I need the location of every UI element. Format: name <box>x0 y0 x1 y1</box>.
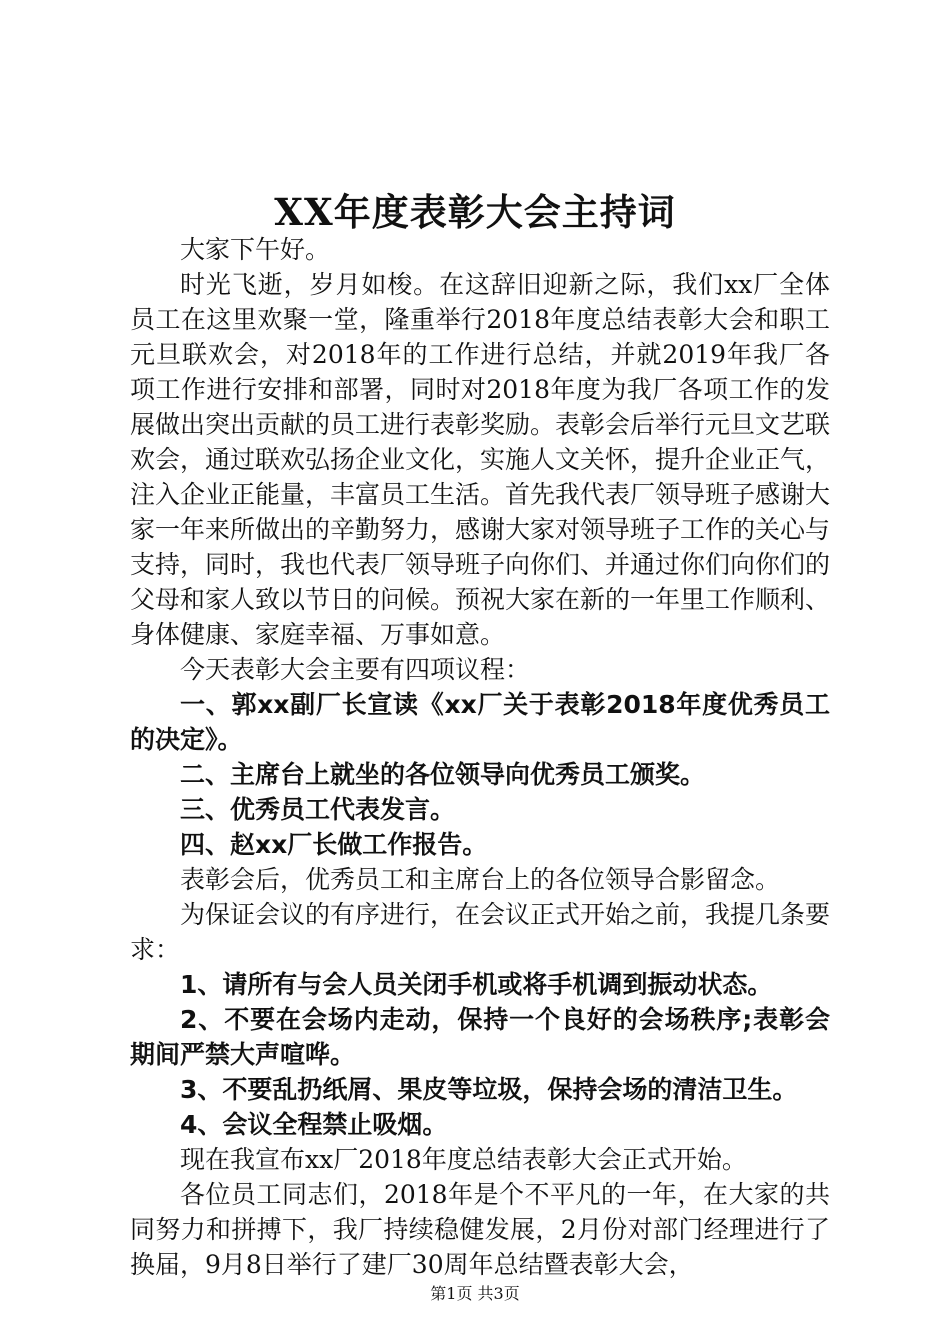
agenda-item-3: 三、优秀员工代表发言。 <box>180 795 456 824</box>
requirement-item-2: 2、不要在会场内走动，保持一个良好的会场秩序;表彰会期间严禁大声喧哗。 <box>130 1005 830 1069</box>
agenda-item-4: 四、赵xx厂长做工作报告。 <box>180 830 488 859</box>
requirement-item-1: 1、请所有与会人员关闭手机或将手机调到振动状态。 <box>180 970 773 999</box>
paragraph-opening: 时光飞逝，岁月如梭。在这辞旧迎新之际，我们xx厂全体员工在这里欢聚一堂，隆重举行2018年度总结表彰大会和职工元旦联欢会，对2018年的工作进行总结，并就2019年我厂各项工作进行安排和部署，同时对2018年度为我厂各项工作的发展做出突出贡献的员工进行表彰奖励。表彰会后举行元旦文艺联欢会，通过联欢弘扬企业文化，实施人文关怀，提升企业正气，注入企业正能量，丰富员工生活。首先我代表厂领导班子感谢大家一年来所做出的辛勤努力，感谢大家对领导班子工作的关心与支持，同时，我也代表厂领导班子向你们、并通过你们向你们的父母和家人致以节日的问候。预祝大家在新的一年里工作顺利、身体健康、家庭幸福、万事如意。 <box>130 270 831 649</box>
agenda-item-1: 一、郭xx副厂长宣读《xx厂关于表彰2018年度优秀员工的决定》。 <box>130 690 830 754</box>
paragraph-agenda-intro: 今天表彰大会主要有四项议程： <box>180 655 531 684</box>
document-title: XX年度表彰大会主持词 <box>274 190 676 234</box>
requirement-item-3: 3、不要乱扔纸屑、果皮等垃圾，保持会场的清洁卫生。 <box>180 1075 798 1104</box>
paragraph-after-meeting: 表彰会后，优秀员工和主席台上的各位领导合影留念。 <box>180 865 781 894</box>
document-body <box>130 232 830 1282</box>
agenda-item-2: 二、主席台上就坐的各位领导向优秀员工颁奖。 <box>180 760 706 789</box>
paragraph-announcement: 现在我宣布xx厂2018年度总结表彰大会正式开始。 <box>180 1145 747 1174</box>
paragraph-requirements-intro: 为保证会议的有序进行，在会议正式开始之前，我提几条要求： <box>130 900 831 964</box>
requirement-item-4: 4、会议全程禁止吸烟。 <box>180 1110 448 1139</box>
paragraph-greeting: 大家下午好。 <box>180 235 331 264</box>
paragraph-review: 各位员工同志们，2018年是个不平凡的一年，在大家的共同努力和拼搏下，我厂持续稳健发展，2月份对部门经理进行了换届，9月8日举行了建厂30周年总结暨表彰大会， <box>130 1180 830 1279</box>
page-footer: 第1页 共3页 <box>430 1284 520 1303</box>
